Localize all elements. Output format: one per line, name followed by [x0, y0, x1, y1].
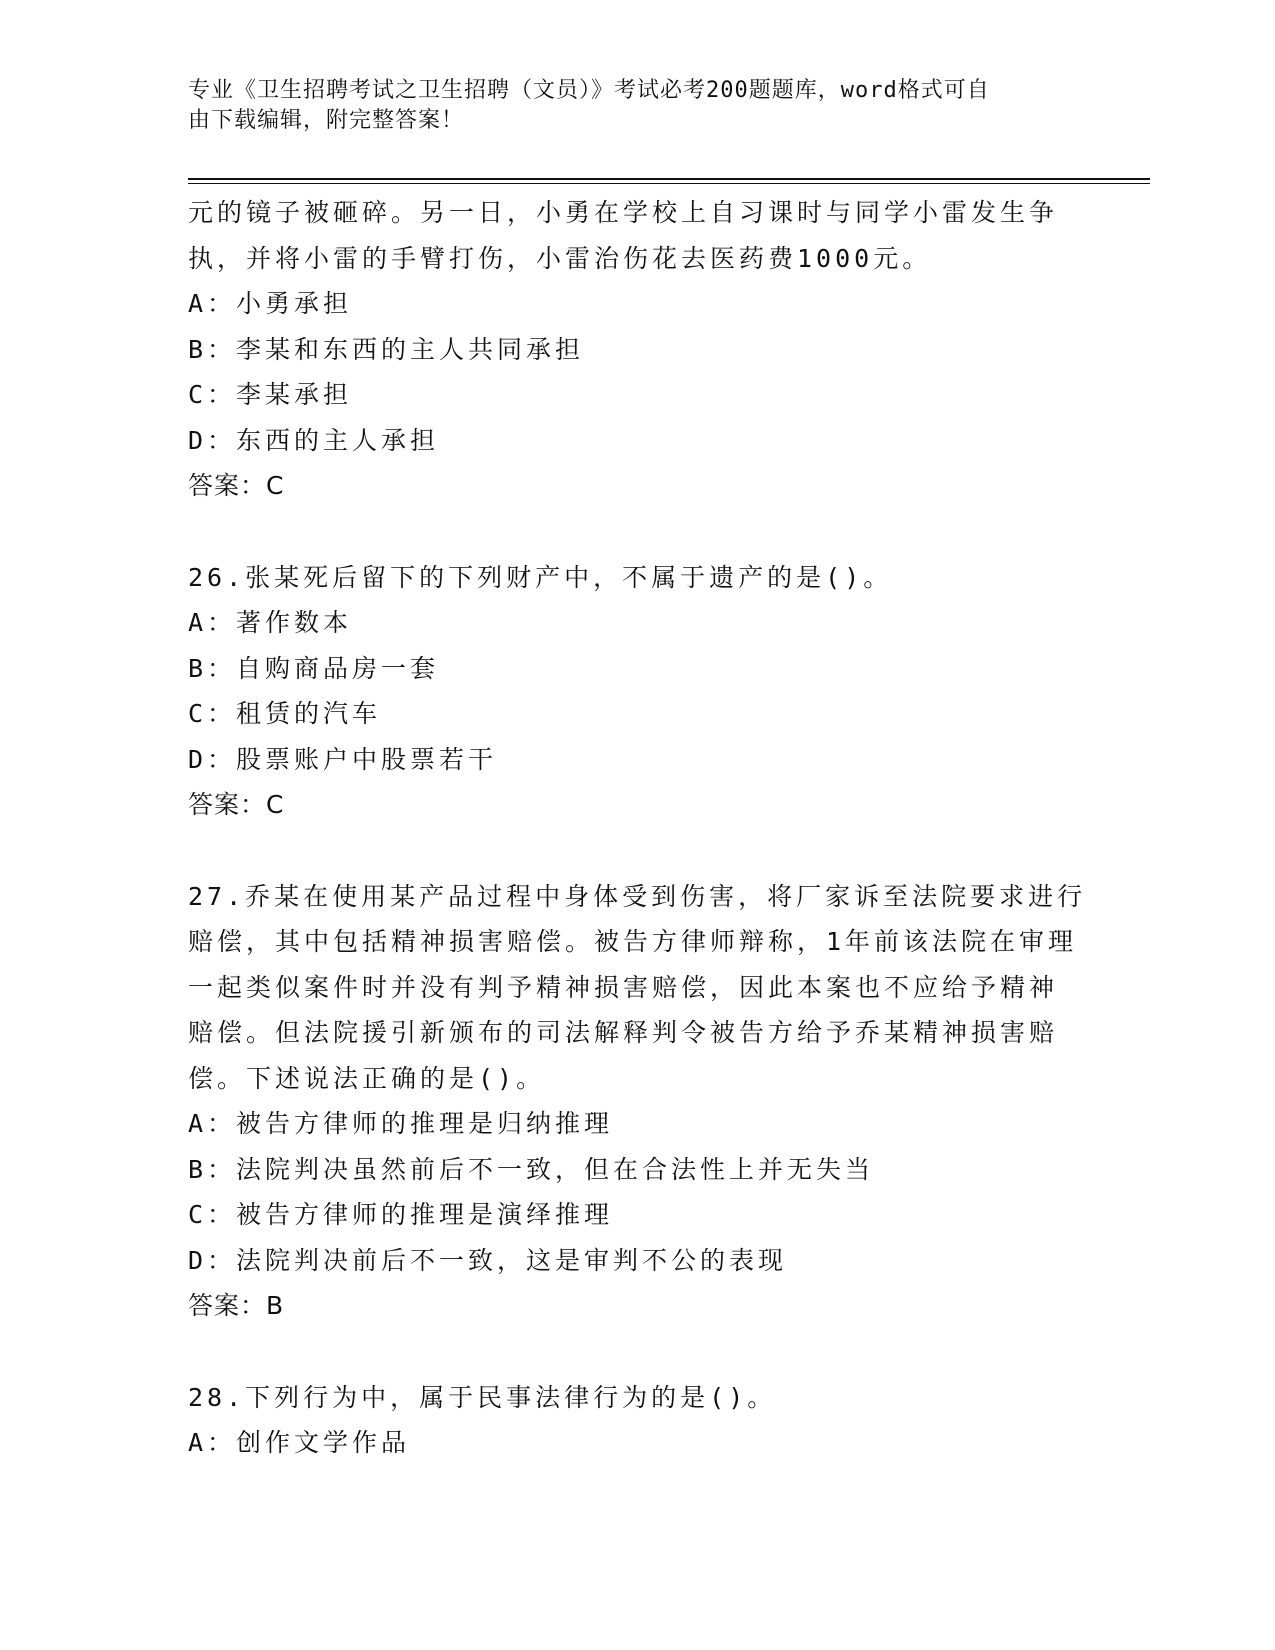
question-list	[188, 190, 1088, 1466]
question-26	[188, 555, 1088, 828]
option-d: D：法院判决前后不一致，这是审判不公的表现	[188, 1245, 788, 1275]
option-c: C：李某承担	[188, 380, 353, 409]
option-a: A：被告方律师的推理是归纳推理	[188, 1109, 614, 1138]
document-header	[188, 76, 1068, 136]
header-line-1: 专业《卫生招聘考试之卫生招聘（文员）》考试必考200题题库，word格式可自	[188, 78, 990, 103]
answer: 答案：C	[188, 471, 285, 500]
option-b: B：李某和东西的主人共同承担	[188, 334, 585, 364]
header-divider	[188, 178, 1150, 184]
question-28	[188, 1375, 1088, 1466]
header-line-2: 由下载编辑，附完整答案！	[188, 108, 465, 133]
option-a: A：创作文学作品	[188, 1428, 411, 1457]
option-b: B：法院判决虽然前后不一致，但在合法性上并无失当	[188, 1154, 875, 1184]
option-d: D：股票账户中股票若干	[188, 744, 498, 774]
question-stem-line: 一起类似案件时并没有判予精神损害赔偿，因此本案也不应给予精神	[188, 972, 1059, 1002]
question-stem-line: 偿。下述说法正确的是()。	[188, 1063, 546, 1093]
option-b: B：自购商品房一套	[188, 653, 440, 683]
option-c: C：租赁的汽车	[188, 699, 382, 728]
option-d: D：东西的主人承担	[188, 425, 440, 455]
option-c: C：被告方律师的推理是演绎推理	[188, 1200, 614, 1229]
question-stem-line: 赔偿。但法院援引新颁布的司法解释判令被告方给予乔某精神损害赔	[188, 1018, 1059, 1047]
answer: 答案：C	[188, 790, 285, 819]
option-a: A：小勇承担	[188, 289, 353, 318]
question-stem-line: 执，并将小雷的手臂打伤，小雷治伤花去医药费1000元。	[188, 243, 932, 273]
question-stem-line: 赔偿，其中包括精神损害赔偿。被告方律师辩称，1年前该法院在审理	[188, 927, 1078, 956]
question-25	[188, 190, 1088, 509]
option-a: A：著作数本	[188, 608, 353, 637]
question-stem-line: 元的镜子被砸碎。另一日，小勇在学校上自习课时与同学小雷发生争	[188, 198, 1059, 227]
question-stem-line: 27.乔某在使用某产品过程中身体受到伤害，将厂家诉至法院要求进行	[188, 881, 1087, 911]
question-stem-line: 28.下列行为中，属于民事法律行为的是()。	[188, 1382, 777, 1412]
question-stem-line: 26.张某死后留下的下列财产中，不属于遗产的是()。	[188, 562, 893, 592]
question-27	[188, 874, 1088, 1329]
answer: 答案：B	[188, 1291, 285, 1320]
